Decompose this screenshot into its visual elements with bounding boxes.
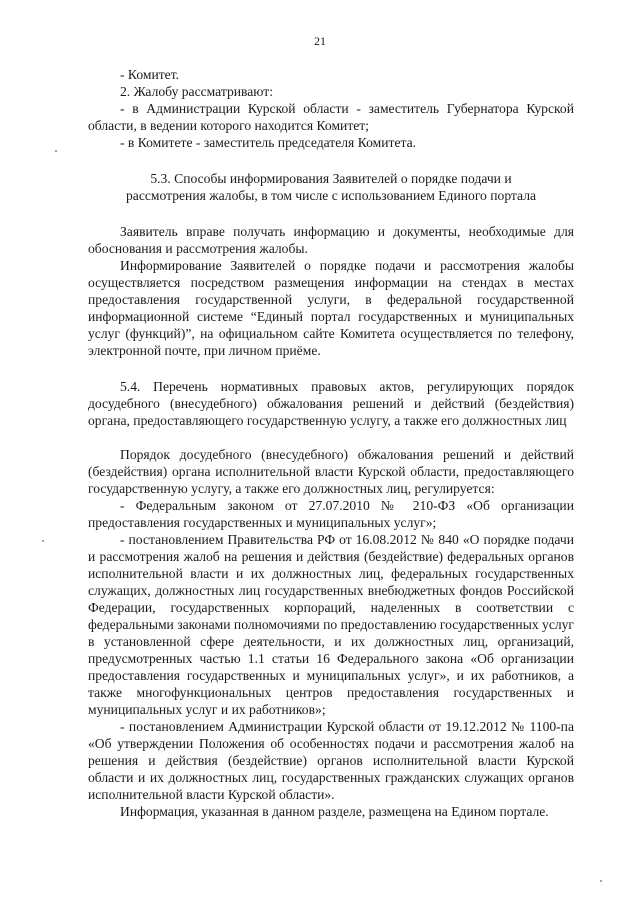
section-5-4-item3: - постановлением Администрации Курской области от 19.12.2012 № 1100-па «Об утверждении Положения об особенностях подачи и рассмотрения жалоб на решения и действия (бездействие) органов исполнительной власти Курской области и их должностных лиц, государственных гражданских служащих органов исполнительной власти Курской области». (88, 719, 574, 802)
section-5-3-para2: Информирование Заявителей о порядке подачи и рассмотрения жалобы осуществляется посредством размещения информации на стендах в местах предоставления государственной услуги, в федеральной государственной информационной системе “Единый портал государственных и муниципальных услуг (функций)”, на официальном сайте Комитета осуществляется по телефону, электронной почте, при личном приёме. (88, 258, 574, 358)
section-5-4-item1: - Федеральным законом от 27.07.2010 № 210-ФЗ «Об организации предоставления государственных и муниципальных услуг»; (88, 498, 574, 530)
para-admin-reviewer: - в Администрации Курской области - заместитель Губернатора Курской области, в ведении которого находится Комитет; (88, 101, 574, 133)
section-5-3-heading-line2: рассмотрения жалобы, в том числе с использованием Единого портала (125, 188, 537, 203)
scan-speck (600, 880, 602, 882)
line-complaint-reviewers: 2. Жалобу рассматривают: (120, 84, 273, 99)
section-5-4-heading: 5.4. Перечень нормативных правовых актов, регулирующих порядок досудебного (внесудебного) обжалования решений и действий (бездействия) органа, предоставляющего государственную услугу, а также его должностных лиц (88, 379, 574, 428)
section-5-3-para1: Заявитель вправе получать информацию и документы, необходимые для обоснования и рассмотрения жалобы. (88, 224, 574, 256)
section-5-4-closing: Информация, указанная в данном разделе, размещена на Едином портале. (120, 804, 549, 819)
line-kommitet: - Комитет. (120, 67, 180, 82)
section-5-4-intro: Порядок досудебного (внесудебного) обжалования решений и действий (бездействия) органа исполнительной власти Курской области, предоставляющего государственную услугу, а также его должностных лиц, регулируется: (88, 447, 574, 496)
line-committee-reviewer: - в Комитете - заместитель председателя Комитета. (120, 135, 417, 150)
document-body (88, 66, 574, 820)
scan-speck (42, 540, 44, 542)
page-number: 21 (314, 34, 326, 48)
section-5-4-item2: - постановлением Правительства РФ от 16.08.2012 № 840 «О порядке подачи и рассмотрения жалоб на решения и действия (бездействие) федеральных органов исполнительной власти и их должностных лиц, федеральных государственных служащих, должностных лиц государственных внебюджетных фондов Российской Федерации, государственных корпораций, наделенных в соответствии с федеральными законами полномочиями по предоставлению государственных услуг в установленной сфере деятельности, и их должностных лиц, организаций, предусмотренных частью 1.1 статьи 16 Федерального закона «Об организации предоставления государственных и муниципальных услуг», и их работников, а также многофункциональных центров предоставления государственных и муниципальных услуг и их работников»; (88, 532, 575, 717)
scan-speck (55, 150, 57, 152)
section-5-3-heading-line1: 5.3. Способы информирования Заявителей о порядке подачи и (150, 171, 512, 186)
